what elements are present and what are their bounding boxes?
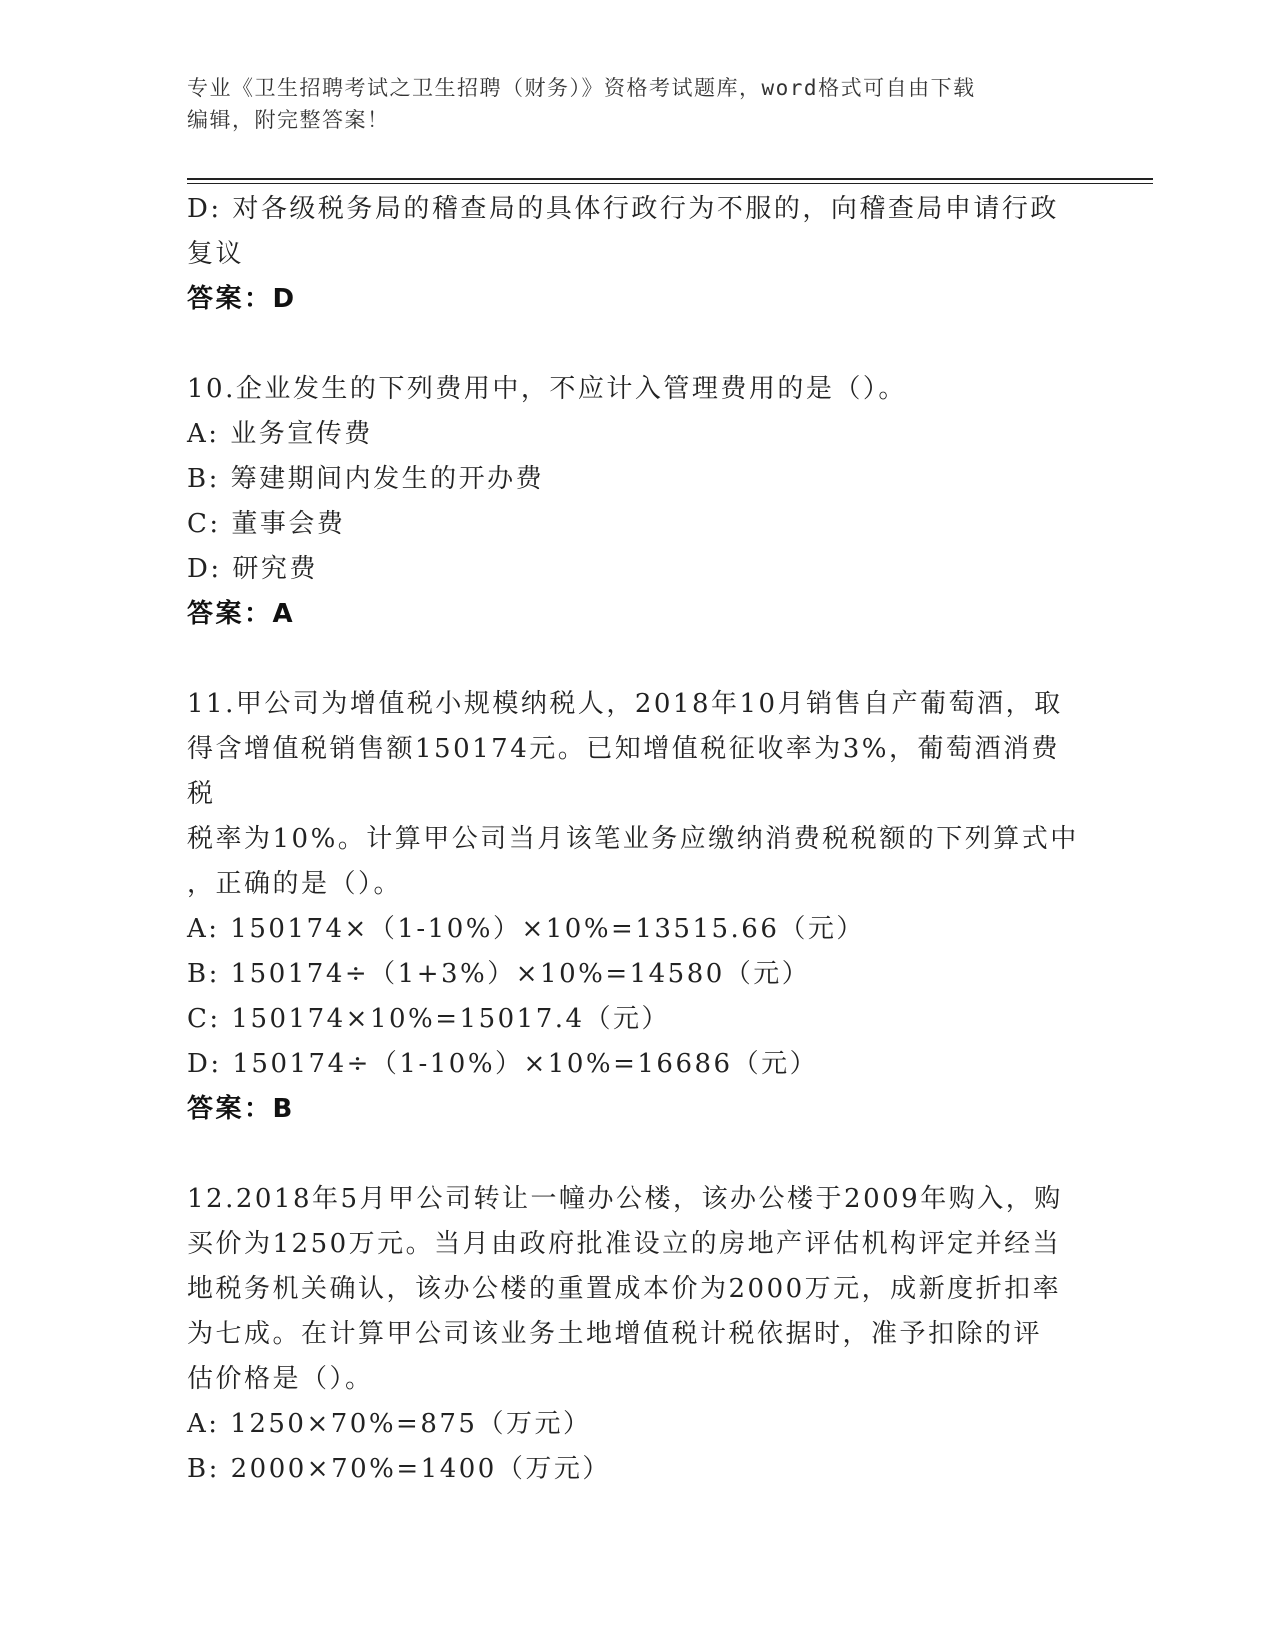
q11-answer: 答案：B (187, 1094, 295, 1124)
spacer (187, 1132, 1087, 1177)
q12-stem-line-1: 12.2018年5月甲公司转让一幢办公楼，该办公楼于2009年购入，购 (187, 1184, 1063, 1214)
q11-stem-line-1: 11.甲公司为增值税小规模纳税人，2018年10月销售自产葡萄酒，取 (187, 689, 1063, 719)
q11-stem-line-4: ，正确的是（）。 (187, 869, 403, 899)
question-9 (187, 187, 1087, 322)
spacer (187, 637, 1087, 682)
header-line-2: 编辑，附完整答案！ (187, 108, 390, 132)
q12-option-a: A: 1250×70%=875（万元） (187, 1409, 592, 1439)
q9-option-d-line-1: D: 对各级税务局的稽查局的具体行政行为不服的，向稽查局申请行政 (187, 194, 1059, 224)
q12-stem-line-2: 买价为1250万元。当月由政府批准设立的房地产评估机构评定并经当 (187, 1229, 1062, 1259)
page-header (187, 72, 1067, 136)
q9-option-d-line-2: 复议 (187, 239, 245, 269)
question-12 (187, 1177, 1087, 1492)
question-11 (187, 682, 1087, 1132)
q11-stem-line-3: 税率为10%。计算甲公司当月该笔业务应缴纳消费税税额的下列算式中 (187, 824, 1079, 854)
spacer (187, 322, 1087, 367)
q11-option-a: A: 150174×（1-10%）×10%=13515.66（元） (187, 914, 865, 944)
header-line-1: 专业《卫生招聘考试之卫生招聘（财务）》资格考试题库，word格式可自由下载 (187, 76, 976, 100)
question-10 (187, 367, 1087, 637)
q11-option-b: B: 150174÷（1+3%）×10%=14580（元） (187, 959, 811, 989)
header-divider-thick (187, 178, 1153, 180)
header-divider-thin (187, 183, 1153, 184)
q12-stem-line-4: 为七成。在计算甲公司该业务土地增值税计税依据时，准予扣除的评 (187, 1319, 1043, 1349)
q11-stem-line-2: 得含增值税销售额150174元。已知增值税征收率为3%，葡萄酒消费税 (187, 734, 1060, 809)
q10-option-a: A: 业务宣传费 (187, 419, 373, 449)
q11-option-d: D: 150174÷（1-10%）×10%=16686（元） (187, 1049, 819, 1079)
q10-answer: 答案：A (187, 599, 296, 629)
question-content (187, 187, 1087, 1492)
q12-option-b: B: 2000×70%=1400（万元） (187, 1454, 611, 1484)
q10-option-b: B: 筹建期间内发生的开办费 (187, 464, 545, 494)
q11-option-c: C: 150174×10%=15017.4（元） (187, 1004, 671, 1034)
q9-answer: 答案：D (187, 284, 297, 314)
q12-stem-line-5: 估价格是（）。 (187, 1364, 374, 1394)
q12-stem-line-3: 地税务机关确认，该办公楼的重置成本价为2000万元，成新度折扣率 (187, 1274, 1062, 1304)
q10-option-c: C: 董事会费 (187, 509, 346, 539)
q10-option-d: D: 研究费 (187, 554, 318, 584)
q10-stem: 10.企业发生的下列费用中，不应计入管理费用的是（）。 (187, 374, 907, 404)
